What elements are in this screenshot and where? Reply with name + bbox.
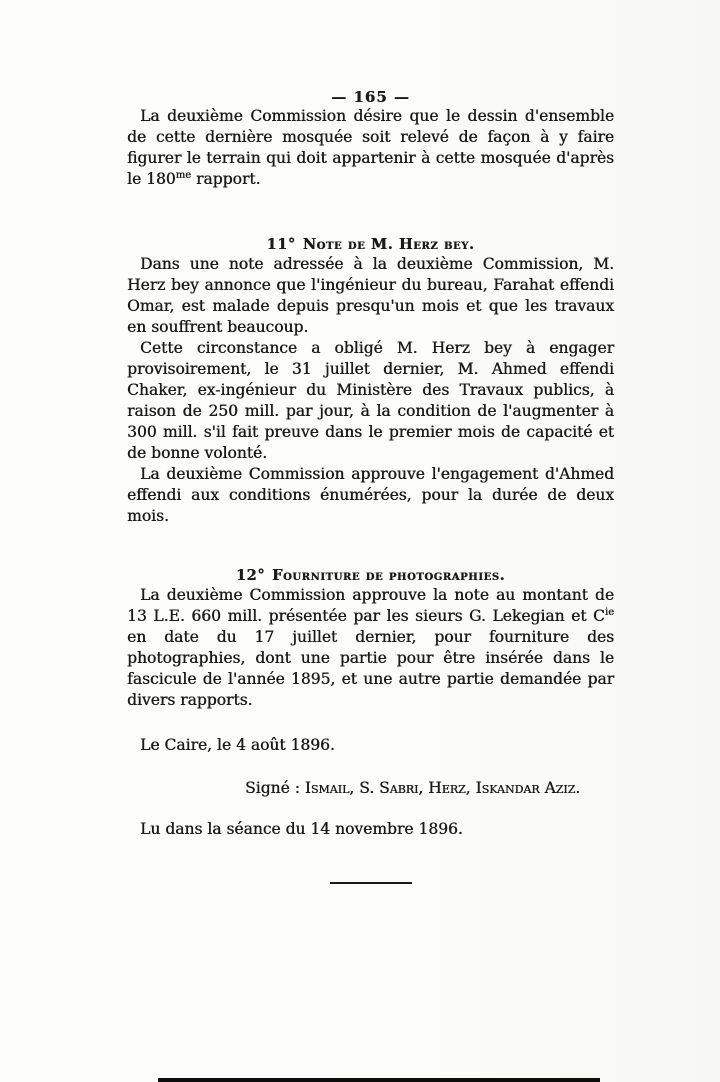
signature-label: Signé :	[245, 779, 305, 797]
ordinal-superscript: me	[175, 169, 192, 181]
scan-edge-artifact	[158, 1078, 600, 1082]
page-number: — 165 —	[331, 88, 410, 106]
company-superscript: ie	[604, 606, 614, 618]
signature-line	[245, 778, 614, 799]
photographs-paragraph-text: La deuxième Commission approuve la note au montant de 13 L.E. 660 mill. présentée par les sieurs G. Lekegian et C	[127, 586, 614, 625]
intro-paragraph	[127, 106, 614, 190]
photographs-paragraph-text-end: en date du 17 juillet dernier, pour fourniture des photographies, dont une partie pour être insérée dans le fascicule de l'année 1895, et une autre partie demandée par divers rapports.	[127, 628, 614, 709]
intro-paragraph-text: La deuxième Commission désire que le dessin d'ensemble de cette dernière mosquée soit relevé de façon à y faire figurer le terrain qui doit appartenir à cette mosquée d'après le 180	[127, 107, 614, 188]
intro-paragraph-text-end: rapport.	[191, 170, 261, 188]
section-12-number: 12°	[235, 567, 266, 584]
text-block	[127, 0, 614, 884]
section-11-heading	[127, 236, 614, 254]
dateline: Le Caire, le 4 août 1896.	[140, 736, 335, 754]
section-11-title: Note de M. Herz bey.	[302, 236, 475, 253]
section-11-number: 11°	[266, 236, 296, 253]
session-read-note: Lu dans la séance du 14 novembre 1896.	[140, 820, 463, 838]
end-divider-rule	[330, 882, 412, 884]
herz-note-paragraph-2: Cette circonstance a obligé M. Herz bey à engager provisoirement, le 31 juillet dernier, M. Ahmed effendi Chaker, ex-ingénieur du Ministère des Travaux publics, à raison de 250 mill. par jour, à la condition de l'augmenter à 300 mill. s'il fait preuve dans le premier mois de capacité et de bonne volonté.	[127, 339, 614, 462]
herz-note-paragraph-3: La deuxième Commission approuve l'engagement d'Ahmed effendi aux conditions énumérées, pour la durée de deux mois.	[127, 465, 614, 525]
herz-note-paragraph-1: Dans une note adressée à la deuxième Commission, M. Herz bey annonce que l'ingénieur du bureau, Farahat effendi Omar, est malade depuis presqu'un mois et que les travaux en souffrent beaucoup.	[127, 255, 614, 336]
photographs-paragraph	[127, 585, 614, 711]
signature-names: Ismail, S. Sabri, Herz, Iskandar Aziz.	[304, 779, 581, 797]
section-12-heading	[127, 567, 614, 585]
section-12-title: Fourniture de photographies.	[272, 567, 506, 584]
